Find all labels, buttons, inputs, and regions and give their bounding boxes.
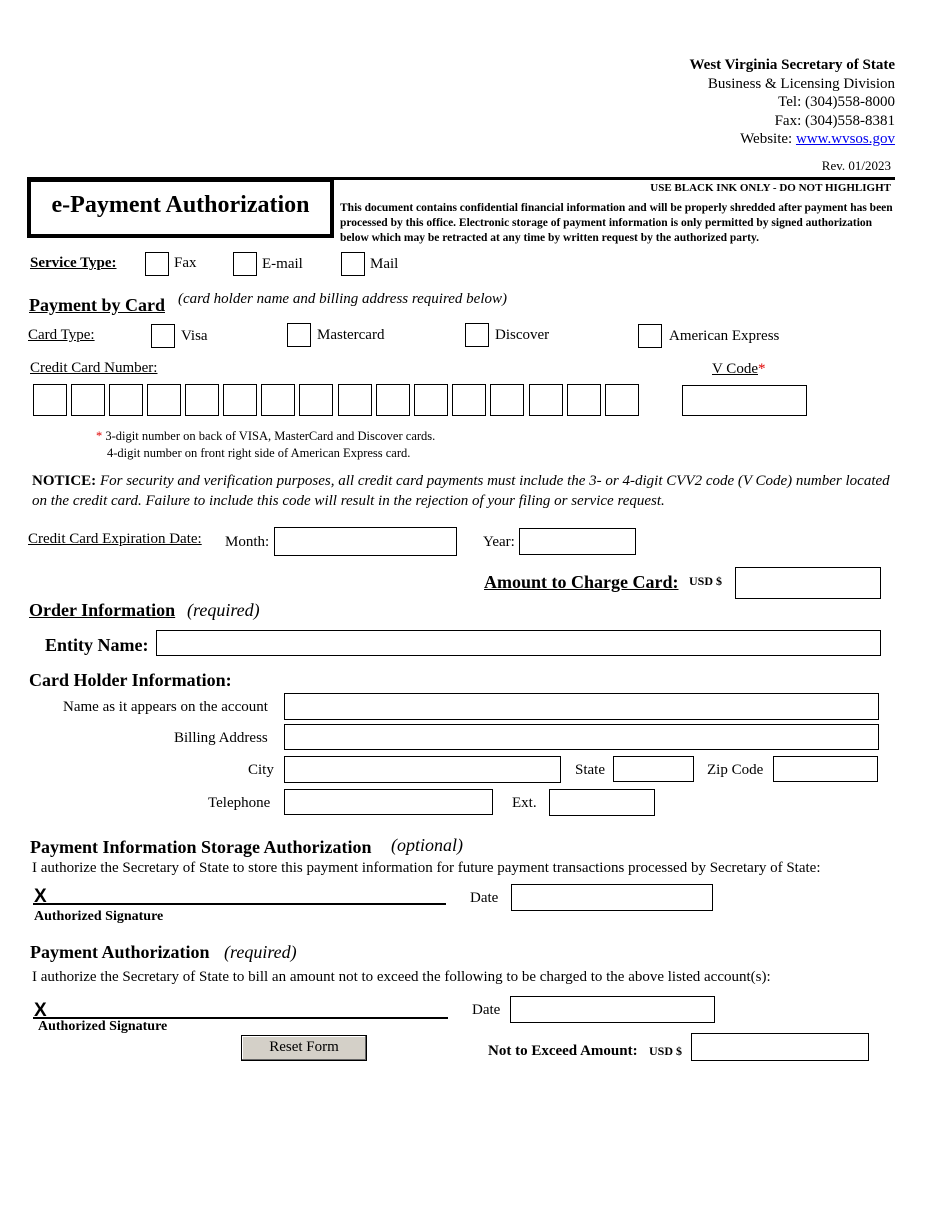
payment-auth-heading: Payment Authorization xyxy=(30,942,210,962)
vcode-note xyxy=(96,428,435,462)
storage-x-mark: X xyxy=(34,886,47,907)
mastercard-label: Mastercard xyxy=(317,327,385,343)
cc-number-label: Credit Card Number: xyxy=(30,360,158,376)
entity-name-field[interactable] xyxy=(156,630,881,656)
telephone-field[interactable] xyxy=(284,789,493,815)
fax-checkbox[interactable] xyxy=(145,252,169,276)
storage-signature-label: Authorized Signature xyxy=(34,909,164,924)
ink-notice: USE BLACK INK ONLY - DO NOT HIGHLIGHT xyxy=(650,182,891,194)
vcode-note-asterisk: * xyxy=(96,429,103,443)
not-to-exceed-label: Not to Exceed Amount: xyxy=(488,1043,638,1059)
amex-label: American Express xyxy=(669,328,780,344)
mail-option-label: Mail xyxy=(370,256,399,272)
ext-field[interactable] xyxy=(549,789,655,816)
page-title: e-Payment Authorization xyxy=(51,192,310,218)
website xyxy=(689,130,895,149)
cc-digit-7[interactable] xyxy=(261,384,295,416)
amount-label: Amount to Charge Card: xyxy=(484,572,679,592)
billing-address-label: Billing Address xyxy=(174,730,268,746)
mastercard-checkbox[interactable] xyxy=(287,323,311,347)
cc-digit-1[interactable] xyxy=(33,384,67,416)
vcode-asterisk: * xyxy=(757,361,766,377)
fax-option-label: Fax xyxy=(174,255,197,271)
expiration-label: Credit Card Expiration Date: xyxy=(28,531,202,547)
year-label: Year: xyxy=(483,534,515,550)
vcode-label: V Code xyxy=(712,361,758,377)
cc-digit-9[interactable] xyxy=(338,384,372,416)
cc-digit-16[interactable] xyxy=(605,384,639,416)
nte-usd-label: USD $ xyxy=(649,1044,683,1058)
confidential-notice: This document contains confidential financial information and will be properly shredded after payment has been processed by this office. Electronic storage of payment information is only permitted by signed authorization below which may be retracted at any time by written request by the authorized party. xyxy=(340,202,893,244)
zip-field[interactable] xyxy=(773,756,878,782)
cc-digit-8[interactable] xyxy=(299,384,333,416)
vcode-note-line-2: 4-digit number on front right side of American Express card. xyxy=(107,446,411,460)
reset-form-button[interactable]: Reset Form xyxy=(241,1035,367,1061)
cc-digit-6[interactable] xyxy=(223,384,257,416)
card-type-label: Card Type: xyxy=(28,327,95,343)
discover-label: Discover xyxy=(495,327,550,343)
cc-digit-12[interactable] xyxy=(452,384,486,416)
card-holder-heading: Card Holder Information: xyxy=(29,670,232,690)
vcode-field[interactable] xyxy=(682,385,807,416)
fax-number: Fax: (304)558-8381 xyxy=(774,112,895,129)
amex-checkbox[interactable] xyxy=(638,324,662,348)
payment-signature-label: Authorized Signature xyxy=(38,1019,168,1034)
telephone-label: Telephone xyxy=(208,795,271,811)
revision-date: Rev. 01/2023 xyxy=(821,158,891,173)
agency-header xyxy=(689,56,895,149)
month-label: Month: xyxy=(225,534,270,550)
year-field[interactable] xyxy=(519,528,636,555)
cc-digit-10[interactable] xyxy=(376,384,410,416)
cc-digit-11[interactable] xyxy=(414,384,448,416)
city-label: City xyxy=(248,762,274,778)
division-name: Business & Licensing Division xyxy=(707,75,895,92)
ext-label: Ext. xyxy=(512,795,537,811)
zip-label: Zip Code xyxy=(707,762,764,778)
cc-digit-3[interactable] xyxy=(109,384,143,416)
payment-date-field[interactable] xyxy=(510,996,715,1023)
cc-digit-15[interactable] xyxy=(567,384,601,416)
title-box xyxy=(27,178,334,238)
order-required-label: (required) xyxy=(187,600,260,620)
email-checkbox[interactable] xyxy=(233,252,257,276)
payment-auth-text: I authorize the Secretary of State to bill an amount not to exceed the following to be charged to the above listed account(s): xyxy=(32,969,771,985)
website-label: Website: xyxy=(740,131,796,148)
amount-field[interactable] xyxy=(735,567,881,599)
notice-label: NOTICE: xyxy=(32,473,97,489)
vcode-label-wrap xyxy=(712,361,765,378)
mail-checkbox[interactable] xyxy=(341,252,365,276)
order-info-heading: Order Information xyxy=(29,600,176,620)
state-field[interactable] xyxy=(613,756,694,782)
month-field[interactable] xyxy=(274,527,457,556)
not-to-exceed-field[interactable] xyxy=(691,1033,869,1061)
state-label: State xyxy=(575,762,605,778)
storage-date-label: Date xyxy=(470,890,499,906)
storage-heading: Payment Information Storage Authorization xyxy=(30,837,372,857)
storage-date-field[interactable] xyxy=(511,884,713,911)
vcode-note-line-1: 3-digit number on back of VISA, MasterCard and Discover cards. xyxy=(105,429,436,443)
payment-date-label: Date xyxy=(472,1002,501,1018)
city-field[interactable] xyxy=(284,756,561,783)
security-notice xyxy=(32,472,892,511)
account-name-label: Name as it appears on the account xyxy=(63,699,268,715)
discover-checkbox[interactable] xyxy=(465,323,489,347)
website-link[interactable]: www.wvsos.gov xyxy=(795,131,895,148)
cc-digit-2[interactable] xyxy=(71,384,105,416)
email-option-label: E-mail xyxy=(262,256,303,272)
account-name-field[interactable] xyxy=(284,693,879,720)
visa-checkbox[interactable] xyxy=(151,324,175,348)
amount-usd-label: USD $ xyxy=(689,574,723,588)
payment-by-card-heading: Payment by Card xyxy=(29,295,165,315)
payment-x-mark: X xyxy=(34,1000,47,1021)
notice-text: For security and verification purposes, all credit card payments must include the 3- or 4-digit CVV2 code (V Code) number located on the credit card. Failure to include this code will result in the rejection of your filing or service request. xyxy=(32,473,890,509)
telephone: Tel: (304)558-8000 xyxy=(778,94,895,111)
cc-digit-4[interactable] xyxy=(147,384,181,416)
storage-signature-line[interactable] xyxy=(33,903,446,905)
visa-label: Visa xyxy=(181,328,208,344)
billing-address-field[interactable] xyxy=(284,724,879,750)
service-type-label: Service Type: xyxy=(30,255,117,271)
cc-digit-13[interactable] xyxy=(490,384,524,416)
storage-optional-label: (optional) xyxy=(391,835,463,855)
storage-text: I authorize the Secretary of State to store this payment information for future payment transactions processed by Secretary of State: xyxy=(32,860,821,876)
cc-digit-14[interactable] xyxy=(529,384,563,416)
cc-digit-5[interactable] xyxy=(185,384,219,416)
entity-name-label: Entity Name: xyxy=(45,635,149,655)
payment-auth-required-label: (required) xyxy=(224,942,297,962)
card-holder-note: (card holder name and billing address required below) xyxy=(178,291,507,307)
agency-name: West Virginia Secretary of State xyxy=(689,57,895,73)
